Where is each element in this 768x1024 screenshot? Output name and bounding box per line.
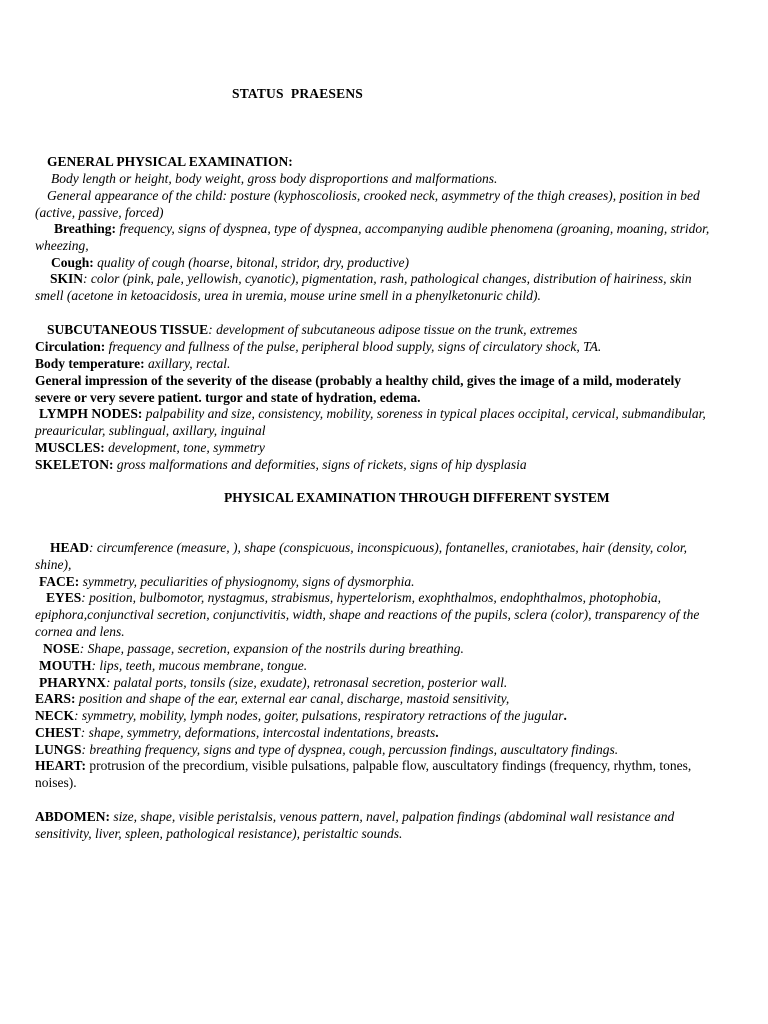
head-paragraph bbox=[35, 540, 715, 574]
chest-colon: : bbox=[80, 725, 86, 740]
abdomen-label: ABDOMEN: bbox=[35, 809, 110, 824]
pharynx-paragraph bbox=[35, 675, 715, 692]
neck-period: . bbox=[563, 708, 567, 723]
chest-label: CHEST bbox=[35, 725, 81, 740]
face-label: FACE: bbox=[39, 574, 80, 589]
eyes-colon: : bbox=[81, 590, 86, 605]
head-label: HEAD bbox=[50, 540, 90, 555]
ears-label: EARS: bbox=[35, 691, 76, 706]
muscles-paragraph bbox=[35, 440, 715, 457]
cough-paragraph bbox=[35, 255, 715, 272]
lymph-nodes-paragraph bbox=[35, 406, 721, 440]
subcutaneous-colon: : bbox=[208, 322, 213, 337]
head-text: circumference (measure, ), shape (conspicuous, inconspicuous), fontanelles, craniotabes, hair (density, color, shine), bbox=[35, 540, 688, 572]
eyes-label: EYES bbox=[46, 590, 82, 605]
ears-paragraph bbox=[35, 691, 715, 708]
face-paragraph bbox=[35, 574, 715, 591]
subcutaneous-paragraph bbox=[35, 322, 715, 339]
temperature-label: Body temperature: bbox=[35, 356, 145, 371]
eyes-paragraph bbox=[35, 590, 717, 640]
mouth-text: lips, teeth, mucous membrane, tongue. bbox=[96, 658, 308, 673]
nose-paragraph bbox=[35, 641, 715, 658]
impression-text: General impression of the severity of the disease (probably a healthy child, gives the image of a mild, moderately severe or very severe patient. turgor and state of hydration, edema. bbox=[35, 373, 681, 405]
appearance-text: General appearance of the child: posture (kyphoscoliosis, crooked neck, asymmetry of the thigh creases), position in bed (active, passive, forced) bbox=[35, 188, 700, 220]
breathing-text: frequency, signs of dyspnea, type of dyspnea, accompanying audible phenomena (groaning, moaning, stridor, wheezing, bbox=[35, 221, 710, 253]
chest-text: shape, symmetry, deformations, intercostal indentations, breasts bbox=[85, 725, 436, 740]
mouth-paragraph bbox=[35, 658, 715, 675]
heart-paragraph bbox=[35, 758, 715, 792]
mouth-colon: : bbox=[91, 658, 96, 673]
lungs-colon: : bbox=[81, 742, 87, 757]
heart-text: protrusion of the precordium, visible pulsations, palpable flow, auscultatory findings (frequency, rhythm, tones, noises). bbox=[35, 758, 692, 790]
abdomen-text: size, shape, visible peristalsis, venous pattern, navel, palpation findings (abdominal wall resistance and sensitivity, liver, spleen, pathological resistance), peristaltic sounds. bbox=[35, 809, 675, 841]
cough-text: quality of cough (hoarse, bitonal, stridor, dry, productive) bbox=[93, 255, 409, 270]
cough-label: Cough: bbox=[51, 255, 94, 270]
nose-colon: : bbox=[79, 641, 85, 656]
neck-text: symmetry, mobility, lymph nodes, goiter, pulsations, respiratory retractions of the jugular bbox=[78, 708, 564, 723]
face-text: symmetry, peculiarities of physiognomy, signs of dysmorphia. bbox=[79, 574, 415, 589]
breathing-label: Breathing: bbox=[54, 221, 117, 236]
document-title: STATUS PRAESENS bbox=[232, 86, 363, 101]
temperature-text: axillary, rectal. bbox=[144, 356, 231, 371]
mouth-label: MOUTH bbox=[39, 658, 92, 673]
chest-paragraph bbox=[35, 725, 715, 742]
appearance-paragraph bbox=[35, 188, 715, 222]
skin-text: color (pink, pale, yellowish, cyanotic), pigmentation, rash, pathological changes, distribution of hairiness, skin smell (acetone in ketoacidosis, urea in uremia, mouse urine smell in a phenylketonuric child). bbox=[35, 271, 692, 303]
muscles-text: development, tone, symmetry bbox=[104, 440, 265, 455]
circulation-paragraph bbox=[35, 339, 715, 356]
skeleton-paragraph bbox=[35, 457, 715, 474]
lungs-text: breathing frequency, signs and type of dyspnea, cough, percussion findings, auscultatory findings. bbox=[86, 742, 619, 757]
lymph-nodes-text: palpability and size, consistency, mobility, soreness in typical places occipital, cervical, submandibular, preauricular, sublingual, axillary, inguinal bbox=[35, 406, 706, 438]
body-length-paragraph bbox=[35, 171, 715, 188]
impression-paragraph bbox=[35, 373, 715, 407]
systems-exam-heading: PHYSICAL EXAMINATION THROUGH DIFFERENT SYSTEM bbox=[224, 490, 610, 505]
abdomen-paragraph bbox=[35, 809, 695, 843]
pharynx-text: palatal ports, tonsils (size, exudate), retronasal secretion, posterior wall. bbox=[110, 675, 508, 690]
pharynx-colon: : bbox=[106, 675, 111, 690]
ears-text: position and shape of the ear, external ear canal, discharge, mastoid sensitivity, bbox=[75, 691, 510, 706]
chest-period: . bbox=[435, 725, 439, 740]
heart-label: HEART: bbox=[35, 758, 87, 773]
lungs-label: LUNGS bbox=[35, 742, 82, 757]
general-exam-heading: GENERAL PHYSICAL EXAMINATION: bbox=[47, 154, 293, 169]
eyes-text: position, bulbomotor, nystagmus, strabismus, hypertelorism, exophthalmos, endophthalmos, photophobia, epiphora,conjunctival secretion, conjunctivitis, width, shape and reactions of the pupils, sclera (color), transparency of the cornea and lens. bbox=[35, 590, 700, 639]
skin-colon: : bbox=[83, 271, 88, 286]
lungs-paragraph bbox=[35, 742, 725, 759]
subcutaneous-label: SUBCUTANEOUS TISSUE bbox=[47, 322, 209, 337]
neck-paragraph bbox=[35, 708, 715, 725]
breathing-paragraph bbox=[35, 221, 715, 255]
muscles-label: MUSCLES: bbox=[35, 440, 105, 455]
nose-text: Shape, passage, secretion, expansion of the nostrils during breathing. bbox=[84, 641, 464, 656]
skin-label: SKIN bbox=[50, 271, 84, 286]
circulation-text: frequency and fullness of the pulse, peripheral blood supply, signs of circulatory shock, TA. bbox=[105, 339, 602, 354]
circulation-label: Circulation: bbox=[35, 339, 106, 354]
body-length-text: Body length or height, body weight, gross body disproportions and malformations. bbox=[51, 171, 498, 186]
neck-label: NECK bbox=[35, 708, 75, 723]
nose-label: NOSE bbox=[43, 641, 80, 656]
skin-paragraph bbox=[35, 271, 699, 305]
lymph-nodes-label: LYMPH NODES: bbox=[39, 406, 143, 421]
temperature-paragraph bbox=[35, 356, 715, 373]
pharynx-label: PHARYNX bbox=[39, 675, 107, 690]
skeleton-label: SKELETON: bbox=[35, 457, 114, 472]
subcutaneous-text: development of subcutaneous adipose tissue on the trunk, extremes bbox=[212, 322, 578, 337]
skeleton-text: gross malformations and deformities, signs of rickets, signs of hip dysplasia bbox=[113, 457, 527, 472]
neck-colon: : bbox=[74, 708, 79, 723]
head-colon: : bbox=[89, 540, 94, 555]
